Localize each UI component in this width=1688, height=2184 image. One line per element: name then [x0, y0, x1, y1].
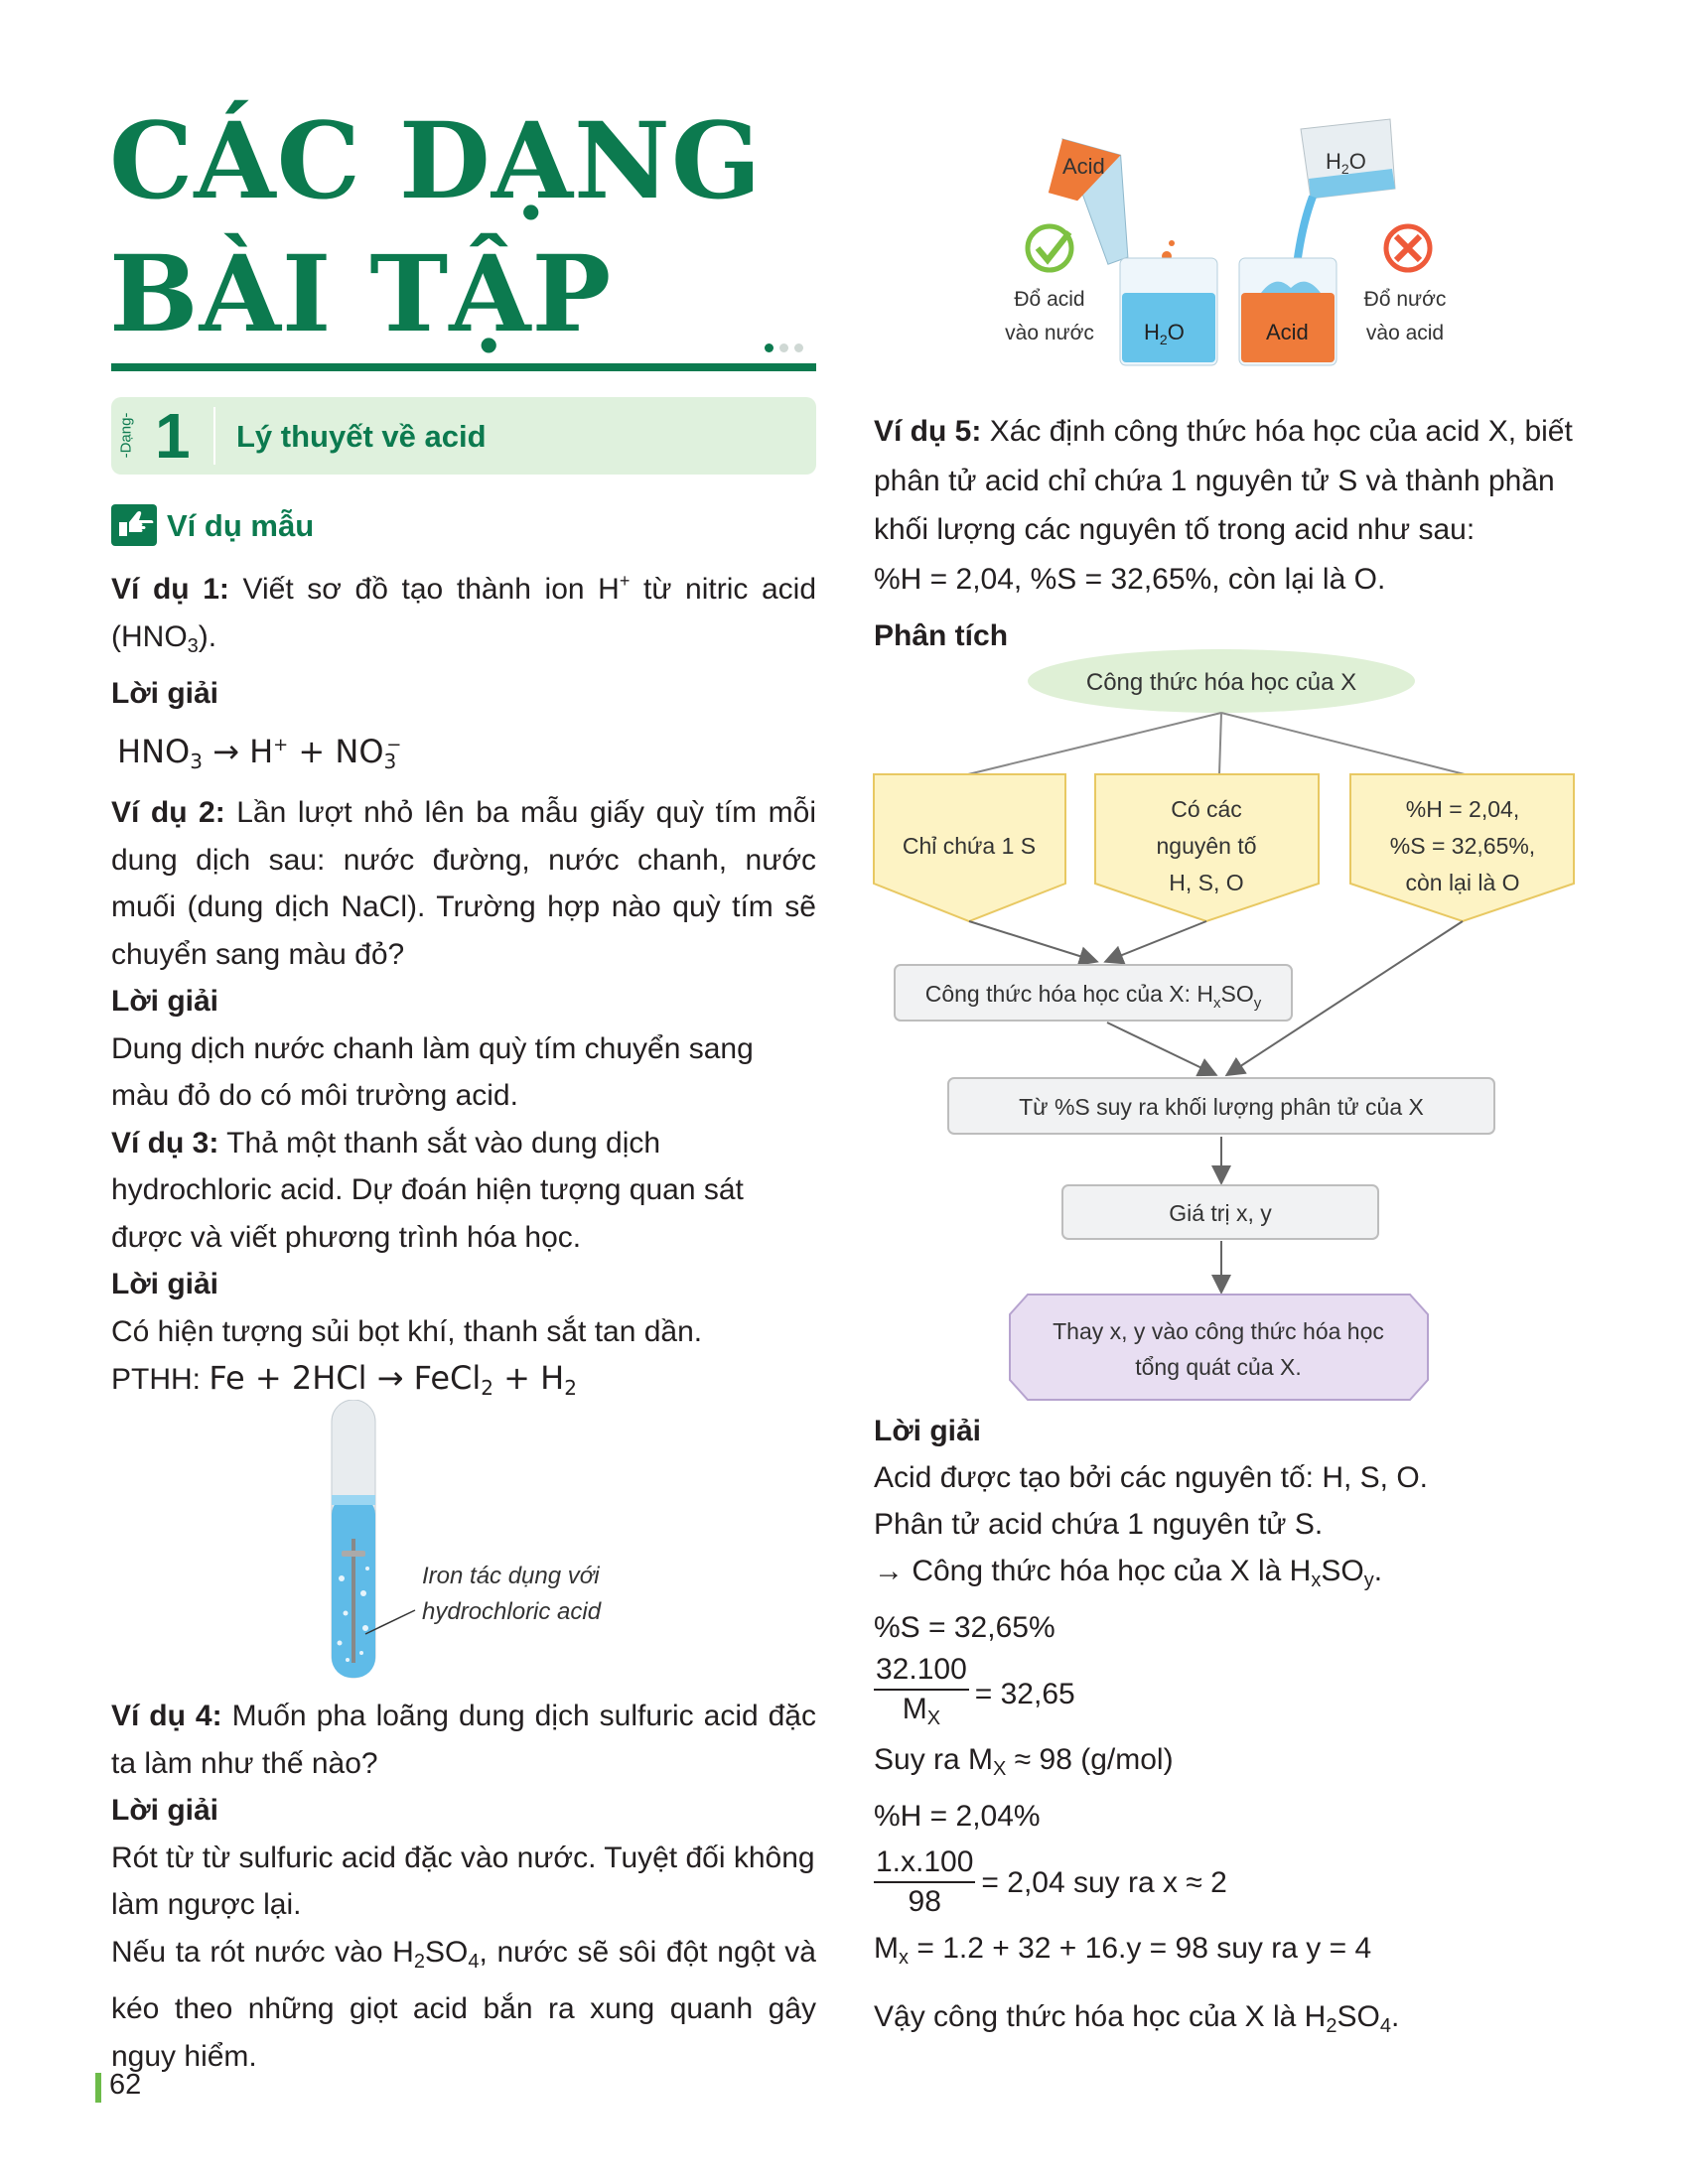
cross-icon — [1386, 226, 1430, 270]
section-number: 1 — [155, 400, 191, 472]
title-rule — [111, 363, 816, 371]
right-column: Ví dụ 5: Xác định công thức hóa học của acid X, biết phân tử acid chỉ chứa 1 nguyên tử S và thành phần khối lượng các nguyên tố trong acid như sau: %H = 2,04, %S = 32,65%, còn lại là O. Phân tích — [874, 407, 1589, 661]
svg-text:Có các: Có các — [1171, 796, 1242, 822]
svg-text:vào nước: vào nước — [1005, 322, 1094, 344]
svg-text:còn lại là O: còn lại là O — [1405, 870, 1520, 895]
svg-text:Đổ acid: Đổ acid — [1014, 288, 1085, 311]
svg-text:Giá trị x, y: Giá trị x, y — [1169, 1200, 1272, 1226]
svg-text:Công thức hóa học của X: HxSOy: Công thức hóa học của X: $H_xSO_y$ — [924, 981, 1262, 1012]
svg-text:Acid: Acid — [1266, 320, 1309, 344]
example-4: Ví dụ 4: Muốn pha loãng dung dịch sulfuric acid đặc ta làm như thế nào? — [111, 1700, 816, 1780]
svg-text:H2O: $H_2O$ — [1326, 149, 1366, 177]
section-header — [111, 397, 816, 475]
svg-text:H2O: $H_2O$ — [1144, 320, 1185, 347]
left-column: Ví dụ 1: Viết sơ đồ tạo thành ion H+ từ nitric acid $(HNO_3)$. Lời giải $HNO_3 \to H^+ + NO_3^-$ Ví dụ 2: Lần lượt nhỏ lên ba mẫu giấy quỳ tím mỗi dung dịch sau: nước đường, nước chanh, nước muối (dung dịch NaCl). Trường hợp nào quỳ tím sẽ chuyển sang màu đỏ? Lời giải Dung dịch nước chanh làm quỳ tím chuyển sang màu đỏ do có môi trường acid. Ví dụ 3: Thả một thanh sắt vào dung dịch hydrochloric acid. Dự đoán hiện tượng quan sát được và viết phương trình hóa học. Lời giải Có hiện tượng sủi bọt khí, thanh sắt tan dần. PTHH: Fe + 2HCl → FeCl$_2$ + $H_2$ — [111, 558, 816, 1413]
pointing-hand-icon — [111, 504, 157, 546]
solution-label: Lời giải — [111, 1268, 219, 1300]
dilution-illustration — [993, 109, 1470, 367]
page-number: 62 — [109, 2069, 142, 2101]
example-5: Ví dụ 5: Xác định công thức hóa học của acid X, biết phân tử acid chỉ chứa 1 nguyên tử S và thành phần khối lượng các nguyên tố trong acid như sau: — [874, 415, 1573, 546]
equation-hno3: $HNO_3 \to H^+ + NO_3^-$ — [117, 732, 402, 773]
svg-text:Công thức hóa học của X: Công thức hóa học của X — [1085, 669, 1357, 696]
svg-text:tổng quát của X.: tổng quát của X. — [1135, 1354, 1302, 1380]
svg-text:Chỉ chứa 1 S: Chỉ chứa 1 S — [902, 833, 1037, 859]
svg-text:H, S, O: H, S, O — [1169, 870, 1244, 895]
solution-label: Lời giải — [111, 1794, 219, 1827]
section-title: Lý thuyết về acid — [236, 419, 487, 454]
flow-step-4 — [1010, 1295, 1428, 1400]
solution-label: Lời giải — [874, 1415, 982, 1447]
page-dots — [765, 340, 809, 357]
svg-text:%S = 32,65%,: %S = 32,65%, — [1389, 833, 1536, 859]
svg-text:Acid: Acid — [1062, 154, 1105, 179]
figure-caption: Iron tác dụng với hydrochloric acid — [422, 1563, 602, 1625]
solution-label: Lời giải — [111, 677, 219, 710]
right-solution: Lời giải Acid được tạo bởi các nguyên tố: H, S, O. Phân tử acid chứa 1 nguyên tử S. → Công thức hóa học của X là $H_xSO_y$. %S = 32,65% $\frac{32.100}{M_X}$ = 32,65 Suy ra $M_X \approx 98$ (g/mol) %H = 2,04% $\frac{1.x.100}{98}$ = 2,04 suy ra x ≈ 2 $M_x = 1.2 + 32 + 16.y = 98$ suy ra y = 4 Vậy công thức hóa học của X là $H_2SO_4$. — [874, 1408, 1589, 2050]
title-line-2: BÀI TẬP — [109, 231, 613, 355]
example-2: Ví dụ 2: Lần lượt nhỏ lên ba mẫu giấy quỳ tím mỗi dung dịch sau: nước đường, nước chanh, nước muối (dung dịch NaCl). Trường hợp nào quỳ tím sẽ chuyển sang màu đỏ? — [111, 796, 816, 971]
analysis-label: Phân tích — [874, 619, 1009, 652]
svg-text:%H = 2,04,: %H = 2,04, — [1405, 796, 1520, 822]
fraction-2: $\frac{1.x.100}{98}$ = 2,04 suy ra x ≈ 2 — [876, 1845, 1227, 1918]
svg-text:vào acid: vào acid — [1365, 322, 1445, 344]
section-label: -Dạng- — [117, 412, 135, 459]
analysis-flowchart — [869, 645, 1584, 1420]
example-1: Ví dụ 1: Viết sơ đồ tạo thành ion H+ từ nitric acid $(HNO_3)$. — [111, 571, 817, 657]
test-tube-figure — [318, 1400, 437, 1688]
fraction-1: $\frac{32.100}{M_X}$ = 32,65 — [876, 1652, 1075, 1729]
example-3: Ví dụ 3: Thả một thanh sắt vào dung dịch — [111, 1126, 661, 1160]
svg-text:Từ %S suy ra khối lượng phân t: Từ %S suy ra khối lượng phân tử của X — [1019, 1094, 1424, 1120]
svg-text:Thay x, y vào công thức hóa họ: Thay x, y vào công thức hóa học — [1053, 1318, 1384, 1344]
solution-label: Lời giải — [111, 985, 219, 1018]
left-column-bottom: Ví dụ 4: Muốn pha loãng dung dịch sulfuric acid đặc ta làm như thế nào? Lời giải Rót từ từ sulfuric acid đặc vào nước. Tuyệt đối không làm ngược lại. Nếu ta rót nước vào $H_2SO_4$, nước sẽ sôi đột ngột và kéo theo những giọt acid bắn ra xung quanh gây nguy hiểm. — [111, 1693, 816, 2080]
title-line-1: CÁC DẠNG — [109, 98, 763, 222]
check-icon — [1028, 226, 1071, 270]
equation-fe: PTHH: Fe + 2HCl → FeCl$_2$ + $H_2$ — [111, 1359, 577, 1400]
svg-text:nguyên tố: nguyên tố — [1156, 833, 1257, 859]
page-title — [109, 94, 762, 360]
svg-text:Đổ nước: Đổ nước — [1363, 288, 1447, 311]
